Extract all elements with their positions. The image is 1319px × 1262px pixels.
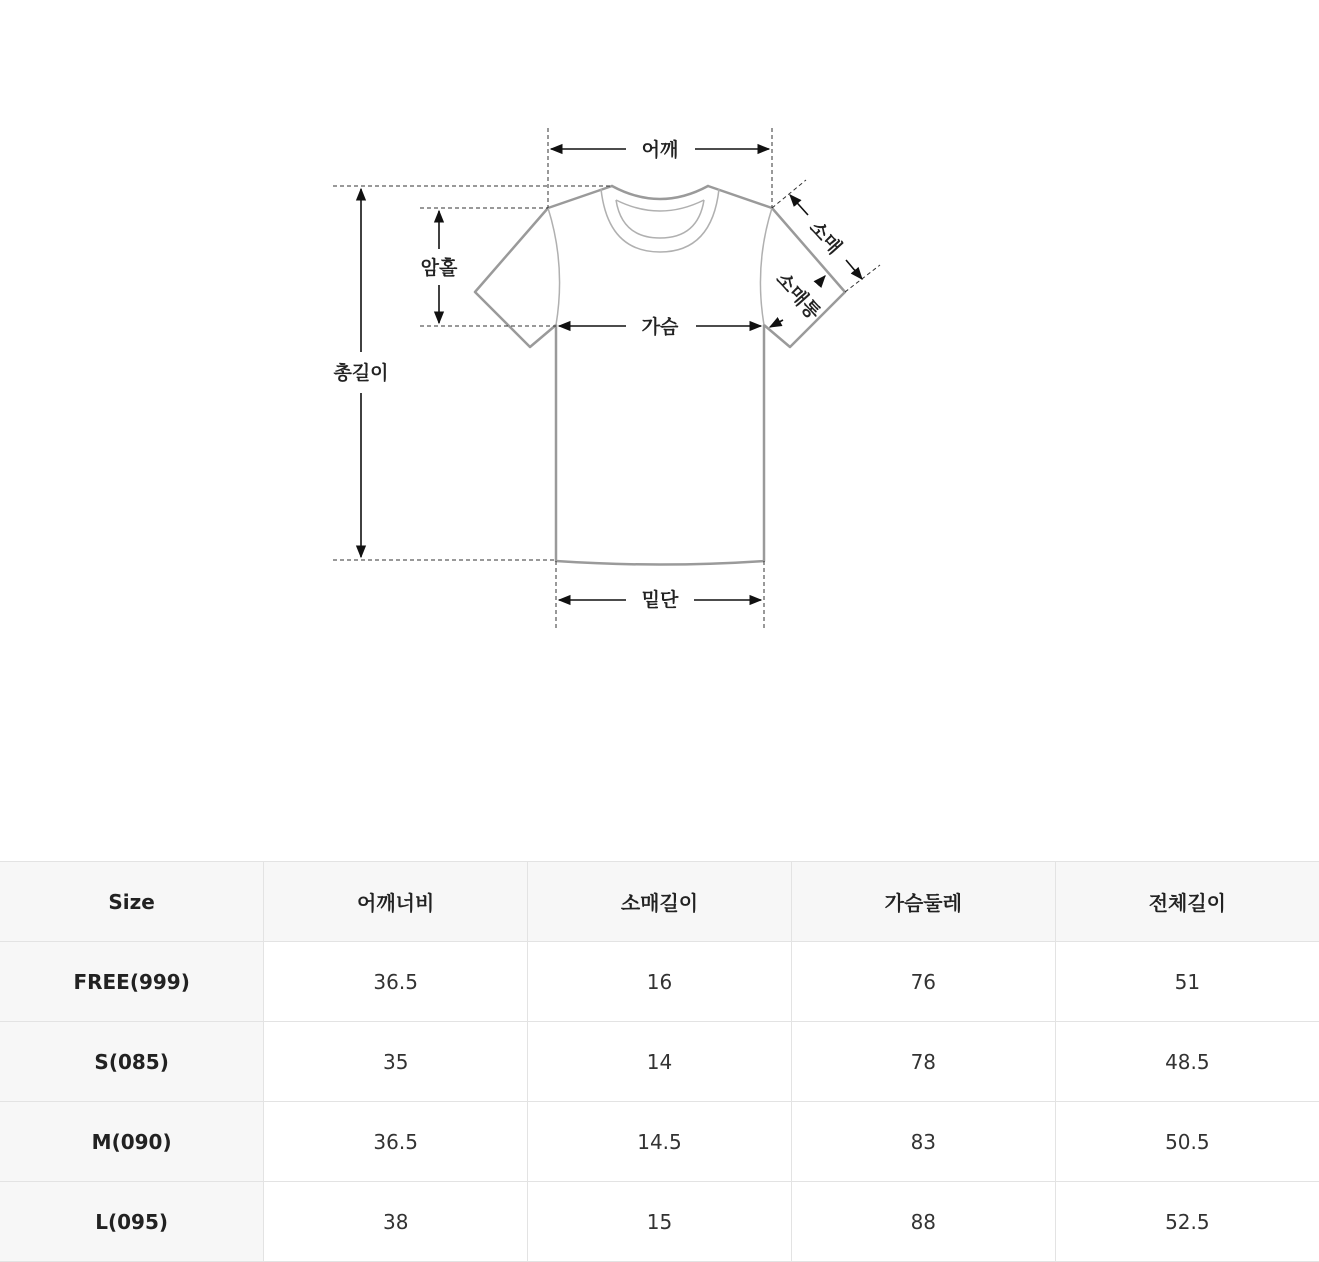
- armhole-label: 암홀: [420, 257, 458, 279]
- total-length-dimension: [333, 189, 388, 557]
- header-total-length: 전체길이: [1055, 862, 1319, 942]
- size-table: [0, 861, 1319, 1262]
- table-header-row: [0, 862, 1319, 942]
- shoulder-cell: 36.5: [264, 942, 528, 1022]
- table-row: [0, 1102, 1319, 1182]
- header-sleeve-length: 소매길이: [528, 862, 792, 942]
- shoulder-label: 어깨: [641, 139, 679, 161]
- size-cell: M(090): [0, 1102, 264, 1182]
- armhole-dimension: [421, 211, 458, 323]
- table-row: [0, 942, 1319, 1022]
- length-cell: 52.5: [1055, 1182, 1319, 1262]
- sleeve-dimension: [790, 195, 862, 279]
- chest-label: 가슴: [641, 316, 679, 338]
- sleeve-cell: 14.5: [528, 1102, 792, 1182]
- size-cell: S(085): [0, 1022, 264, 1102]
- total-length-label: 총길이: [333, 362, 389, 384]
- shoulder-cell: 36.5: [264, 1102, 528, 1182]
- tshirt-outline: [475, 186, 845, 565]
- table-row: [0, 1022, 1319, 1102]
- sleeve-cell: 16: [528, 942, 792, 1022]
- length-cell: 48.5: [1055, 1022, 1319, 1102]
- sleeve-label: 소매: [804, 216, 846, 259]
- sleeve-opening-label: 소매통: [771, 268, 825, 324]
- chest-cell: 76: [791, 942, 1055, 1022]
- hem-dimension: [559, 588, 761, 611]
- table-row: [0, 1182, 1319, 1262]
- length-cell: 50.5: [1055, 1102, 1319, 1182]
- header-shoulder-width: 어깨너비: [264, 862, 528, 942]
- chest-cell: 83: [791, 1102, 1055, 1182]
- shoulder-cell: 38: [264, 1182, 528, 1262]
- chest-dimension: [559, 315, 761, 338]
- chest-cell: 78: [791, 1022, 1055, 1102]
- hem-label: 밑단: [641, 589, 679, 611]
- header-size: Size: [0, 862, 264, 942]
- size-cell: FREE(999): [0, 942, 264, 1022]
- sleeve-cell: 14: [528, 1022, 792, 1102]
- chest-cell: 88: [791, 1182, 1055, 1262]
- sleeve-cell: 15: [528, 1182, 792, 1262]
- header-chest: 가슴둘레: [791, 862, 1055, 942]
- shoulder-dimension: [551, 138, 769, 161]
- shoulder-cell: 35: [264, 1022, 528, 1102]
- length-cell: 51: [1055, 942, 1319, 1022]
- size-cell: L(095): [0, 1182, 264, 1262]
